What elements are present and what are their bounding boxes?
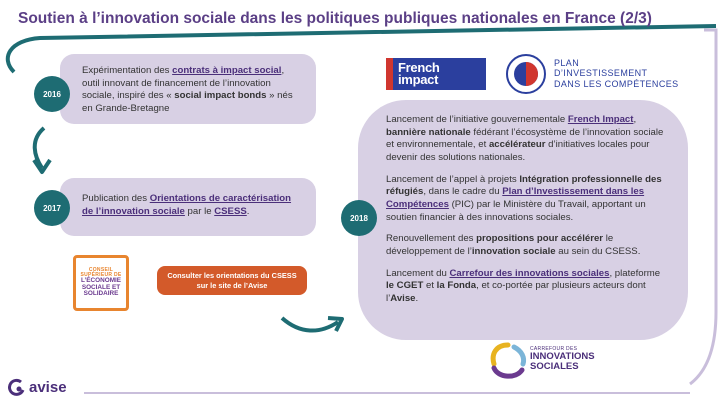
avise-logo bbox=[8, 378, 67, 396]
text: et bbox=[423, 280, 437, 292]
carrefour-logo-text bbox=[530, 347, 595, 372]
text: Expérimentation des bbox=[82, 65, 173, 76]
csess-logo-line: SOLIDAIRE bbox=[83, 290, 119, 298]
paragraph-french-impact bbox=[386, 114, 666, 165]
text: Publication des bbox=[82, 193, 150, 204]
text: . bbox=[246, 205, 250, 217]
text: (PIC) par le Ministère du Travail, apportant un soutien financier à des innovations sociales. bbox=[386, 198, 646, 223]
text: Lancement du bbox=[386, 267, 450, 279]
bold: le CGET bbox=[386, 280, 424, 292]
text: d’initiatives locales pour devenir des solutions nationales. bbox=[386, 139, 650, 163]
text: , outil innovant de financement de l’innovation sociale, inspiré des « bbox=[82, 65, 285, 102]
pic-logo-text bbox=[554, 58, 684, 89]
bold: la Fonda bbox=[436, 280, 477, 292]
page-title: Soutien à l’innovation sociale dans les politiques publiques nationales en France (2/3) bbox=[18, 10, 652, 27]
paragraph-refugies bbox=[386, 174, 666, 225]
bold: accélérateur bbox=[488, 139, 546, 151]
year-badge-2018: 2018 bbox=[341, 200, 377, 236]
text: , plateforme bbox=[609, 267, 661, 279]
link-orientations[interactable]: Orientations de caractérisation de l’innovation sociale bbox=[82, 193, 292, 217]
bold: bannière nationale bbox=[386, 126, 471, 138]
consult-orientations-button[interactable]: Consulter les orientations du CSESS sur le site de l’Avise bbox=[157, 266, 307, 295]
text: , dans le cadre du bbox=[423, 186, 503, 198]
card-2017 bbox=[60, 178, 316, 236]
bold: Avise bbox=[390, 292, 416, 304]
text: par le bbox=[184, 205, 215, 217]
bold: propositions pour accélérer bbox=[476, 233, 604, 245]
card-2016 bbox=[60, 54, 316, 124]
avise-mark-icon bbox=[8, 378, 26, 396]
link-csess[interactable]: CSESS bbox=[214, 205, 247, 217]
text: fédérant l’écosystème de l’innovation sociale et environnementale, et bbox=[386, 126, 664, 151]
card-2018 bbox=[358, 100, 688, 340]
link-carrefour[interactable]: Carrefour des innovations sociales bbox=[449, 267, 610, 279]
french-impact-word: French bbox=[398, 59, 440, 75]
text: . bbox=[415, 292, 419, 304]
french-impact-flag-icon bbox=[386, 58, 393, 90]
carrefour-logo-icon bbox=[488, 342, 528, 380]
paragraph-propositions bbox=[386, 233, 666, 258]
bold: innovation sociale bbox=[471, 245, 556, 257]
carrefour-line: INNOVATIONS bbox=[530, 351, 595, 363]
avise-wordmark: avise bbox=[29, 378, 67, 396]
csess-logo-line: L’ÉCONOMIE bbox=[80, 277, 122, 285]
text: Lancement de l’appel à projets bbox=[386, 173, 520, 185]
bold-social-impact-bonds: social impact bonds bbox=[174, 90, 267, 102]
text: au sein du CSESS. bbox=[555, 245, 641, 257]
paragraph-carrefour bbox=[386, 268, 666, 306]
text: Renouvellement des bbox=[386, 233, 477, 245]
csess-logo bbox=[73, 255, 129, 311]
link-french-impact[interactable]: French Impact bbox=[567, 114, 634, 125]
text: Lancement de l’initiative gouvernementale bbox=[386, 114, 568, 125]
text: le développement de l’ bbox=[386, 233, 614, 257]
text: , bbox=[633, 114, 637, 125]
bold: Intégration professionnelle des réfugiés bbox=[386, 173, 662, 198]
carrefour-line: SOCIALES bbox=[530, 361, 579, 373]
carrefour-line: CARREFOUR DES bbox=[530, 346, 578, 352]
french-impact-logo bbox=[386, 58, 486, 90]
link-contrats-impact-social[interactable]: contrats à impact social bbox=[172, 65, 282, 76]
csess-logo-line: SUPÉRIEUR DE bbox=[80, 272, 122, 279]
pic-line: DANS LES COMPÉTENCES bbox=[554, 78, 679, 89]
csess-logo-line: SOCIALE ET bbox=[81, 283, 121, 291]
pic-line: D’INVESTISSEMENT bbox=[554, 68, 648, 79]
text: » nés en Grande-Bretagne bbox=[82, 90, 293, 114]
year-badge-2016: 2016 bbox=[34, 76, 70, 112]
french-impact-word: impact bbox=[398, 72, 439, 87]
csess-logo-line: CONSEIL bbox=[88, 267, 114, 274]
pic-seal-icon bbox=[506, 54, 546, 94]
year-badge-2017: 2017 bbox=[34, 190, 70, 226]
pic-line: PLAN bbox=[554, 58, 580, 68]
link-pic[interactable]: Plan d’Investissement dans les Compétences bbox=[386, 186, 645, 210]
text: , et co-portée par plusieurs acteurs dont l’ bbox=[386, 280, 646, 304]
right-curve bbox=[690, 30, 716, 384]
